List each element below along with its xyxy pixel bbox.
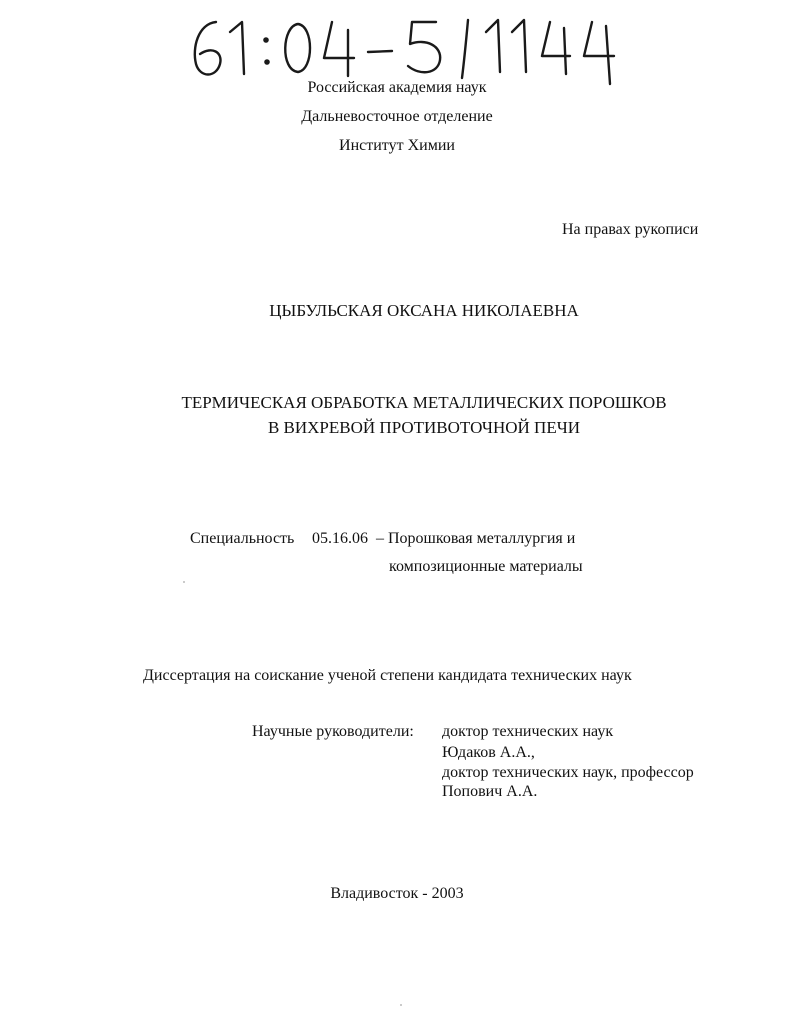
specialty-name-line-2: композиционные материалы xyxy=(389,558,583,575)
supervisor-line: Попович А.А. xyxy=(442,783,538,800)
supervisor-line: доктор технических наук, профессор xyxy=(442,764,694,781)
supervisors-label: Научные руководители: xyxy=(252,723,414,740)
manuscript-note: На правах рукописи xyxy=(562,221,699,238)
handwritten-catalog-code xyxy=(186,8,626,88)
author-name: ЦЫБУЛЬСКАЯ ОКСАНА НИКОЛАЕВНА xyxy=(269,301,579,320)
supervisor-line: доктор технических наук xyxy=(442,723,614,740)
institute-name: Институт Химии xyxy=(339,137,455,154)
supervisor-line: Юдаков А.А., xyxy=(442,744,535,761)
scan-speck xyxy=(400,1004,402,1006)
specialty-name-line-1: – Порошковая металлургия и xyxy=(376,530,576,547)
city-year: Владивосток - 2003 xyxy=(330,885,464,902)
dissertation-title-line-2: В ВИХРЕВОЙ ПРОТИВОТОЧНОЙ ПЕЧИ xyxy=(267,418,581,437)
degree-statement: Диссертация на соискание ученой степени кандидата технических наук xyxy=(143,667,632,684)
specialty-code: 05.16.06 xyxy=(312,530,368,547)
academy-name: Российская академия наук xyxy=(307,79,487,96)
branch-name: Дальневосточное отделение xyxy=(301,108,493,125)
scan-speck xyxy=(183,581,185,583)
dissertation-title-line-1: ТЕРМИЧЕСКАЯ ОБРАБОТКА МЕТАЛЛИЧЕСКИХ ПОРОШКОВ xyxy=(181,393,667,412)
specialty-label: Специальность xyxy=(190,530,295,547)
